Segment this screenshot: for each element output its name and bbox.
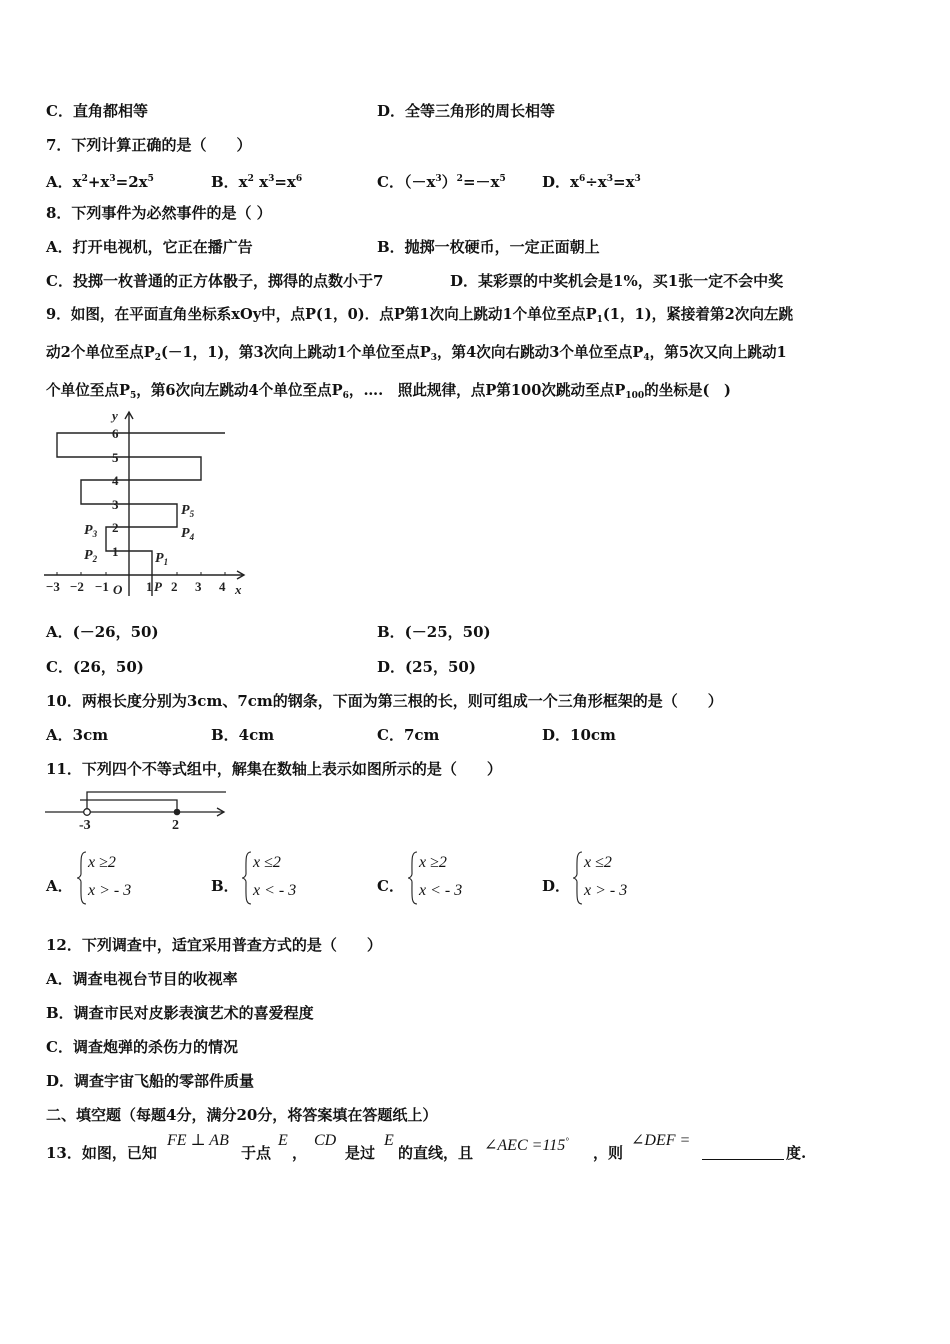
y-tick-2: 2 (112, 520, 119, 535)
x-tick-1: 1 (146, 579, 153, 594)
q8-option-a: A．打开电视机，它正在播广告 (46, 238, 253, 256)
q11-option-b-brace (241, 850, 253, 906)
y-tick-6: 6 (112, 426, 119, 441)
q10-option-a: A．3cm (46, 726, 109, 744)
q10-option-d: D．10cm (542, 726, 616, 744)
p4-label: $P_4$ (181, 526, 195, 542)
q11-option-c-line1: x ≥2 (419, 854, 447, 871)
q11-option-d-line2: x > - 3 (584, 882, 628, 899)
y-tick-1: 1 (112, 544, 119, 559)
q10-option-b: B．4cm (211, 726, 275, 744)
q13-part6: ，则 (593, 1144, 624, 1162)
q11-option-b-letter: B． (211, 877, 239, 895)
q11-option-a-letter: A． (46, 877, 73, 895)
q9-jump-figure (40, 408, 255, 603)
q13-part5: 的直线，且 (398, 1144, 474, 1162)
q9-stem-line3: 个单位至点$P_5$，第6次向左跳动4个单位至点$P_6$，…. 照此规律，点P第100次跳动至点$P_{100}$的坐标是( ) (46, 382, 731, 401)
q11-option-d-line1: x ≤2 (584, 854, 612, 871)
q6-option-d: D．全等三角形的周长相等 (377, 102, 556, 120)
x-tick-neg2: −2 (70, 579, 84, 594)
q9-option-a: A．(－26，50) (46, 623, 159, 641)
q9-option-c: C．(26，50) (46, 658, 144, 676)
origin-label: O (113, 582, 123, 597)
section-title-fill-in: 二、填空题（每题4分，满分20分，将答案填在答题纸上） (46, 1106, 438, 1124)
q12-option-a: A．调查电视台节目的收视率 (46, 970, 238, 988)
q13-part4: 是过 (345, 1144, 376, 1162)
q7-option-c: C．$(-x^3)^2=-x^5$ (377, 173, 506, 191)
q12-stem: 12．下列调查中，适宜采用普查方式的是（ ） (46, 936, 382, 954)
q8-stem: 8．下列事件为必然事件的是（ ） (46, 204, 272, 222)
jump-path (57, 433, 225, 596)
point-p-label: P (154, 579, 162, 594)
q9-option-d: D．(25，50) (377, 658, 476, 676)
p3-label: $P_3$ (84, 523, 98, 539)
q11-option-c-brace (407, 850, 419, 906)
q9-option-b: B．(－25，50) (377, 623, 491, 641)
q11-option-d-brace (572, 850, 584, 906)
q9-stem-line1: 9．如图，在平面直角坐标系xOy中，点P(1，0)．点P第1次向上跳动1个单位至点$P_1(1$，1)，紧接着第2次向左跳 (46, 306, 794, 325)
q13-part2: 于点 (241, 1144, 272, 1162)
y-tick-5: 5 (112, 450, 119, 465)
open-dot-neg3 (84, 809, 91, 816)
p5-label: $P_5$ (181, 503, 195, 519)
q13-math-e1: E (278, 1132, 288, 1149)
q11-option-b-line1: x ≤2 (253, 854, 281, 871)
q13-part3: ， (292, 1144, 308, 1162)
q11-option-a-brace (76, 850, 88, 906)
q8-option-d: D．某彩票的中奖机会是1%，买1张一定不会中奖 (450, 272, 784, 290)
q11-option-c-line2: x < - 3 (419, 882, 463, 899)
p1-label: $P_1$ (155, 551, 169, 567)
q10-stem: 10．两根长度分别为3cm、7cm的钢条，下面为第三根的长，则可组成一个三角形框架的是（ ） (46, 692, 723, 710)
q7-option-b: B．$x^2$ $x^3=x^6$ (211, 173, 303, 191)
q13-math-fe-perp-ab: FE ⊥ AB (167, 1132, 229, 1149)
closed-dot-2 (174, 809, 181, 816)
q13-math-e2: E (384, 1132, 394, 1149)
q11-option-d-letter: D． (542, 877, 571, 895)
q11-option-a-line1: x ≥2 (88, 854, 116, 871)
x-tick-4: 4 (219, 579, 226, 594)
q11-option-b-line2: x < - 3 (253, 882, 297, 899)
solution-bracket-upper (87, 792, 226, 812)
y-tick-4: 4 (112, 473, 119, 488)
q11-stem: 11．下列四个不等式组中，解集在数轴上表示如图所示的是（ ） (46, 760, 502, 778)
x-tick-neg3: −3 (46, 579, 60, 594)
x-tick-3: 3 (195, 579, 202, 594)
q11-option-c-letter: C． (377, 877, 404, 895)
solution-bracket-lower (80, 800, 177, 812)
q13-part7: 度. (786, 1144, 807, 1162)
q7-stem: 7．下列计算正确的是（ ） (46, 136, 252, 154)
q13-math-angle-def: ∠DEF = (631, 1132, 691, 1149)
x-axis-label: x (235, 582, 242, 597)
q11-option-a-line2: x > - 3 (88, 882, 132, 899)
q13-math-cd: CD (314, 1132, 337, 1149)
number-line-label-neg3: -3 (79, 818, 91, 833)
x-tick-2: 2 (171, 579, 178, 594)
q8-option-c: C．投掷一枚普通的正方体骰子，掷得的点数小于7 (46, 272, 384, 290)
q11-number-line (40, 786, 235, 834)
number-line-label-2: 2 (172, 818, 179, 833)
x-tick-neg1: −1 (95, 579, 109, 594)
q10-option-c: C．7cm (377, 726, 440, 744)
q7-option-d: D．$x^6\div x^3=x^3$ (542, 173, 641, 191)
q13-part1: 13．如图，已知 (46, 1144, 157, 1162)
q7-option-a: A．$x^2+x^3=2x^5$ (46, 173, 154, 191)
q12-option-c: C．调查炮弹的杀伤力的情况 (46, 1038, 238, 1056)
q9-stem-line2: 动2个单位至点$P_2(-1$，1)，第3次向上跳动1个单位至点$P_3$，第4次向右跳动3个单位至点$P_4$，第5次又向上跳动1 (46, 344, 787, 363)
q12-option-d: D．调查宇宙飞船的零部件质量 (46, 1072, 255, 1090)
q8-option-b: B．抛掷一枚硬币，一定正面朝上 (377, 238, 600, 256)
q13-math-angle-aec: ∠AEC =115° (484, 1136, 569, 1154)
p2-label: $P_2$ (84, 548, 98, 564)
q12-option-b: B．调查市民对皮影表演艺术的喜爱程度 (46, 1004, 314, 1022)
q13-answer-blank[interactable] (702, 1143, 784, 1163)
q6-option-c: C．直角都相等 (46, 102, 148, 120)
y-axis-label: y (112, 408, 118, 423)
y-tick-3: 3 (112, 497, 119, 512)
